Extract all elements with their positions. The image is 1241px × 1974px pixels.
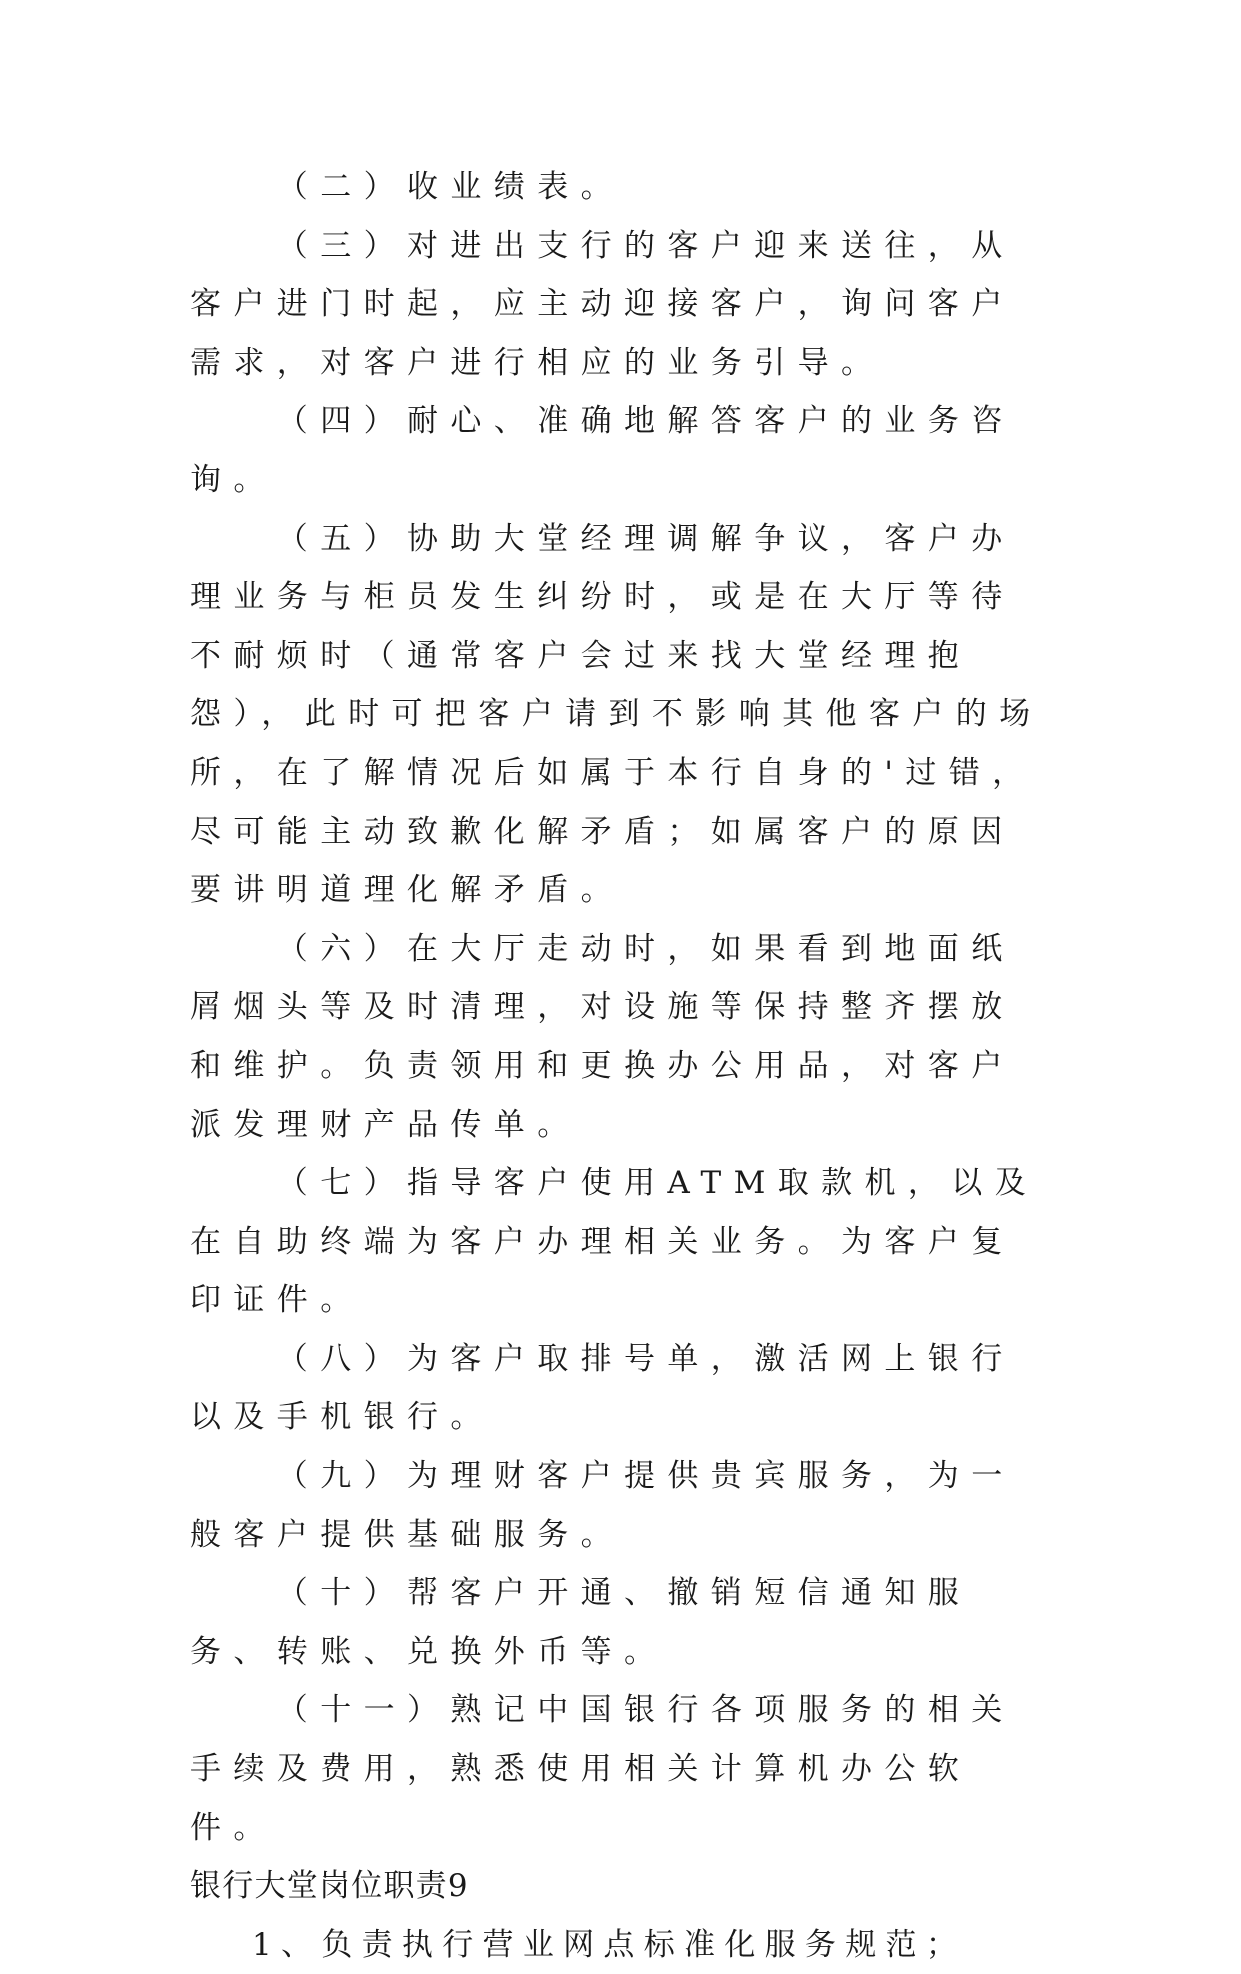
paragraph-6: （六）在大厅走动时，如果看到地面纸屑烟头等及时清理，对设施等保持整齐摆放和维护。负责领用和更换办公用品，对客户派发理财产品传单。 — [190, 930, 1015, 1143]
paragraph-8: （八）为客户取排号单，激活网上银行以及手机银行。 — [190, 1340, 1015, 1436]
paragraph-9: （九）为理财客户提供贵宾服务，为一般客户提供基础服务。 — [190, 1458, 1015, 1553]
paragraph-3: （三）对进出支行的客户迎来送往，从客户进门时起，应主动迎接客户，询问客户需求，对客户进行相应的业务引导。 — [190, 227, 1015, 381]
paragraph-7: （七）指导客户使用ATM取款机，以及在自助终端为客户办理相关业务。为客户复印证件。 — [190, 1165, 1039, 1319]
paragraph-5: （五）协助大堂经理调解争议，客户办理业务与柜员发生纠纷时，或是在大厅等待不耐烦时（通常客户会过来找大堂经理抱怨），此时可把客户请到不影响其他客户的场所，在了解情况后如属于本行自身的'过错，尽可能主动致歉化解矛盾；如属客户的原因要讲明道理化解矛盾。 — [190, 520, 1043, 909]
paragraph-4: （四）耐心、准确地解答客户的业务咨询。 — [190, 403, 1015, 498]
paragraph-11: （十一）熟记中国银行各项服务的相关手续及费用，熟悉使用相关计算机办公软件。 — [190, 1692, 1015, 1846]
section-heading: 银行大堂岗位职责9 — [190, 1868, 469, 1905]
document-body — [190, 158, 1050, 1974]
numbered-item-1: 1、负责执行营业网点标准化服务规范； — [252, 1926, 967, 1963]
paragraph-2: （二）收业绩表。 — [276, 169, 624, 205]
paragraph-10: （十）帮客户开通、撤销短信通知服务、转账、兑换外币等。 — [190, 1575, 972, 1670]
